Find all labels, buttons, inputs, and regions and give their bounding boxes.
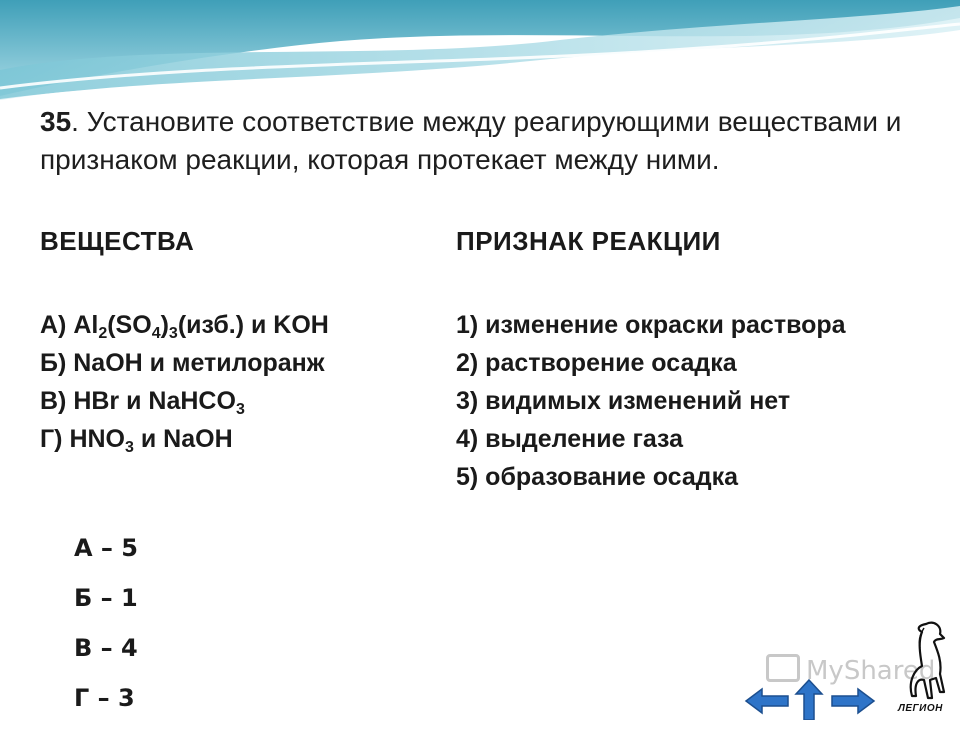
myshared-watermark: MyShared — [766, 654, 935, 686]
question-body: . Установите соответствие между реагирующими веществами и признаком реакции, которая протекает между ними. — [40, 106, 902, 175]
substance-item-v: В) HBr и NaHCO$_3$ — [40, 387, 245, 418]
question-number: 35 — [40, 106, 72, 137]
back-arrow-icon[interactable] — [744, 686, 790, 716]
sign-item: 4) выделение газа — [456, 425, 684, 453]
reaction-signs-list — [456, 306, 846, 496]
substance-item-b: Б) NaOH и метилоранж — [40, 349, 325, 377]
logo-text: ЛЕГИОН — [898, 703, 943, 714]
header-wave-decoration — [0, 0, 960, 110]
substance-item-a: А) $Al_2(SO_4)_3(изб.)$ и KOH — [40, 311, 329, 342]
answer-item: В – 4 — [74, 634, 138, 662]
signs-column-title: ПРИЗНАК РЕАКЦИИ — [456, 226, 721, 256]
substances-column-title: ВЕЩЕСТВА — [40, 226, 195, 256]
sign-item: 2) растворение осадка — [456, 349, 737, 377]
answer-item: Б – 1 — [74, 584, 138, 612]
question-text — [40, 103, 940, 179]
substance-item-g: Г) $HNO_3$ и NaOH — [40, 425, 233, 456]
answer-item: Г – 3 — [74, 684, 135, 712]
answers-list — [74, 530, 138, 730]
home-arrow-icon[interactable] — [794, 678, 824, 720]
answer-item: А – 5 — [74, 534, 138, 562]
sign-item: 3) видимых изменений нет — [456, 387, 791, 415]
sign-item: 5) образование осадка — [456, 463, 739, 491]
sign-item: 1) изменение окраски раствора — [456, 311, 846, 339]
substances-list — [40, 306, 329, 458]
forward-arrow-icon[interactable] — [830, 686, 876, 716]
